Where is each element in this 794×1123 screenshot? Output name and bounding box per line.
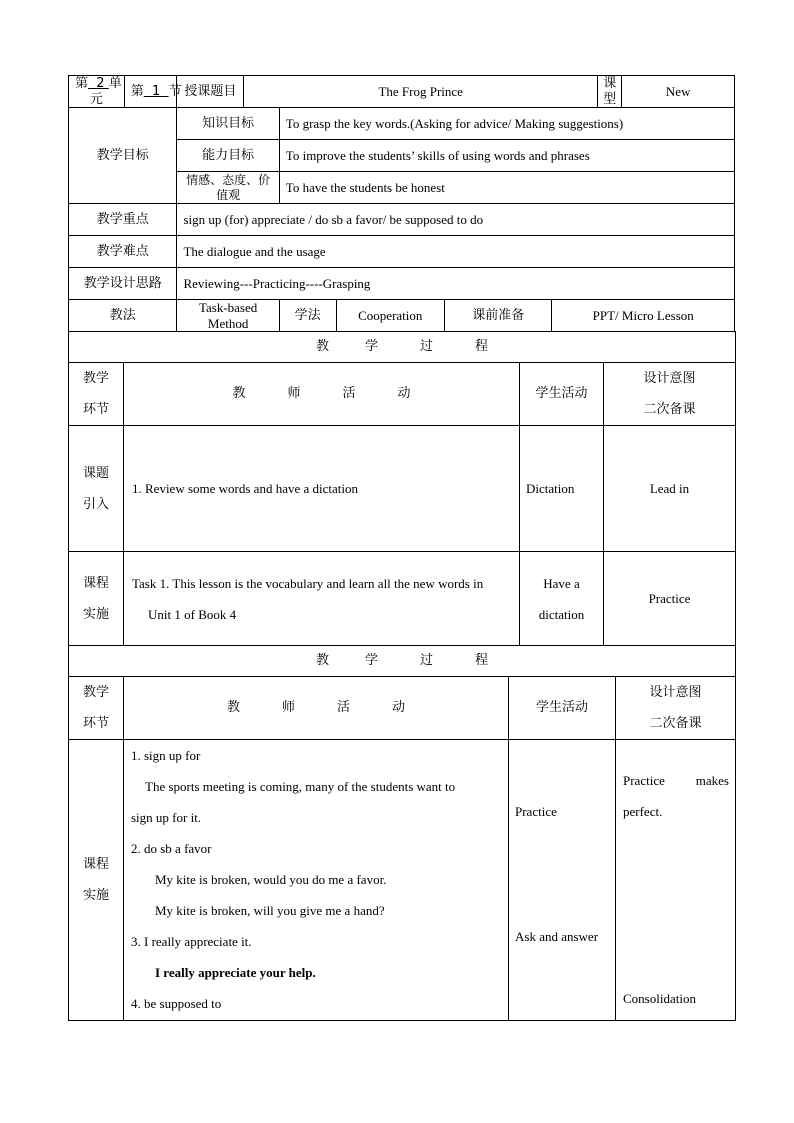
process-title-2: 教 学 过 程 — [69, 646, 736, 677]
process-title-1: 教 学 过 程 — [69, 332, 736, 363]
design-value: Reviewing---Practicing----Grasping — [177, 268, 735, 300]
student-header: 学生活动 — [520, 363, 604, 426]
intent-header-2: 设计意图 二次备课 — [616, 677, 736, 740]
methods-label: 教法 — [69, 300, 177, 332]
intent-2 — [616, 740, 736, 1021]
student-ask-answer: Ask and answer — [515, 929, 599, 944]
difficulties-value: The dialogue and the usage — [177, 236, 735, 268]
stage-header: 教学 环节 — [69, 363, 124, 426]
stage-implementation-1: 课程 实施 — [69, 552, 124, 646]
type-value: New — [622, 76, 735, 108]
intent-practice-makes: Practice makes — [623, 773, 729, 788]
student-header-2: 学生活动 — [509, 677, 616, 740]
process-table-1 — [68, 331, 736, 646]
objective-label-attitude: 情感、态度、价值观 — [177, 172, 279, 204]
type-label: 课型 — [598, 76, 622, 108]
study-label: 学法 — [279, 300, 336, 332]
vocab-line-7: 3. I really appreciate it. — [131, 934, 252, 949]
difficulties-label: 教学难点 — [69, 236, 177, 268]
vocab-line-5: My kite is broken, would you do me a favor. — [155, 872, 387, 887]
lesson-plan-table — [68, 75, 735, 332]
vocab-line-8: I really appreciate your help. — [155, 965, 316, 980]
teacher-header-2: 教 师 活 动 — [124, 677, 509, 740]
objective-value-attitude: To have the students be honest — [279, 172, 734, 204]
vocab-line-4: 2. do sb a favor — [131, 841, 212, 856]
teacher-activity-vocab — [124, 740, 509, 1021]
stage-implementation-2: 课程 实施 — [69, 740, 124, 1021]
teacher-header: 教 师 活 动 — [124, 363, 520, 426]
intent-perfect: perfect. — [623, 804, 663, 819]
objective-label-ability: 能力目标 — [177, 140, 279, 172]
topic-value: The Frog Prince — [244, 76, 598, 108]
objectives-label: 教学目标 — [69, 108, 177, 204]
intent-practice: Practice — [604, 552, 736, 646]
unit-cell — [69, 76, 125, 108]
teacher-activity-task1: Task 1. This lesson is the vocabulary and learn all the new words in Unit 1 of Book 4 — [124, 552, 520, 646]
intent-consolidation: Consolidation — [623, 991, 696, 1006]
objective-value-knowledge: To grasp the key words.(Asking for advice/ Making suggestions) — [279, 108, 734, 140]
section-cell: 第 1 节 — [124, 76, 177, 108]
section-number: 1 — [152, 83, 161, 99]
objective-label-knowledge: 知识目标 — [177, 108, 279, 140]
vocab-line-1: 1. sign up for — [131, 748, 201, 763]
stage-lead-in: 课题 引入 — [69, 426, 124, 552]
vocab-line-3: sign up for it. — [131, 810, 202, 825]
teacher-activity-review: 1. Review some words and have a dictation — [124, 426, 520, 552]
vocab-line-2: The sports meeting is coming, many of the students want to — [145, 779, 456, 794]
intent-header: 设计意图 二次备课 — [604, 363, 736, 426]
stage-header-2: 教学 环节 — [69, 677, 124, 740]
prep-label: 课前准备 — [444, 300, 551, 332]
unit-number: 2 — [96, 76, 105, 91]
student-activity-2 — [509, 740, 616, 1021]
vocab-line-6: My kite is broken, will you give me a hand? — [155, 903, 385, 918]
student-activity-dictation: Dictation — [520, 426, 604, 552]
vocab-line-9: 4. be supposed to — [131, 996, 222, 1011]
methods-value: Task-based Method — [177, 300, 279, 332]
objective-value-ability: To improve the students’ skills of using words and phrases — [279, 140, 734, 172]
study-value: Cooperation — [336, 300, 444, 332]
topic-label: 授课题目 — [177, 76, 244, 108]
unit-suffix: 单元 — [89, 76, 122, 107]
prep-value: PPT/ Micro Lesson — [552, 300, 735, 332]
intent-lead-in: Lead in — [604, 426, 736, 552]
student-activity-have-dictation: Have a dictation — [520, 552, 604, 646]
key-points-label: 教学重点 — [69, 204, 177, 236]
key-points-value: sign up (for) appreciate / do sb a favor/ be supposed to do — [177, 204, 735, 236]
unit-prefix: 第 — [75, 76, 89, 91]
process-table-2 — [68, 645, 736, 1021]
design-label: 教学设计思路 — [69, 268, 177, 300]
student-practice: Practice — [515, 804, 557, 819]
